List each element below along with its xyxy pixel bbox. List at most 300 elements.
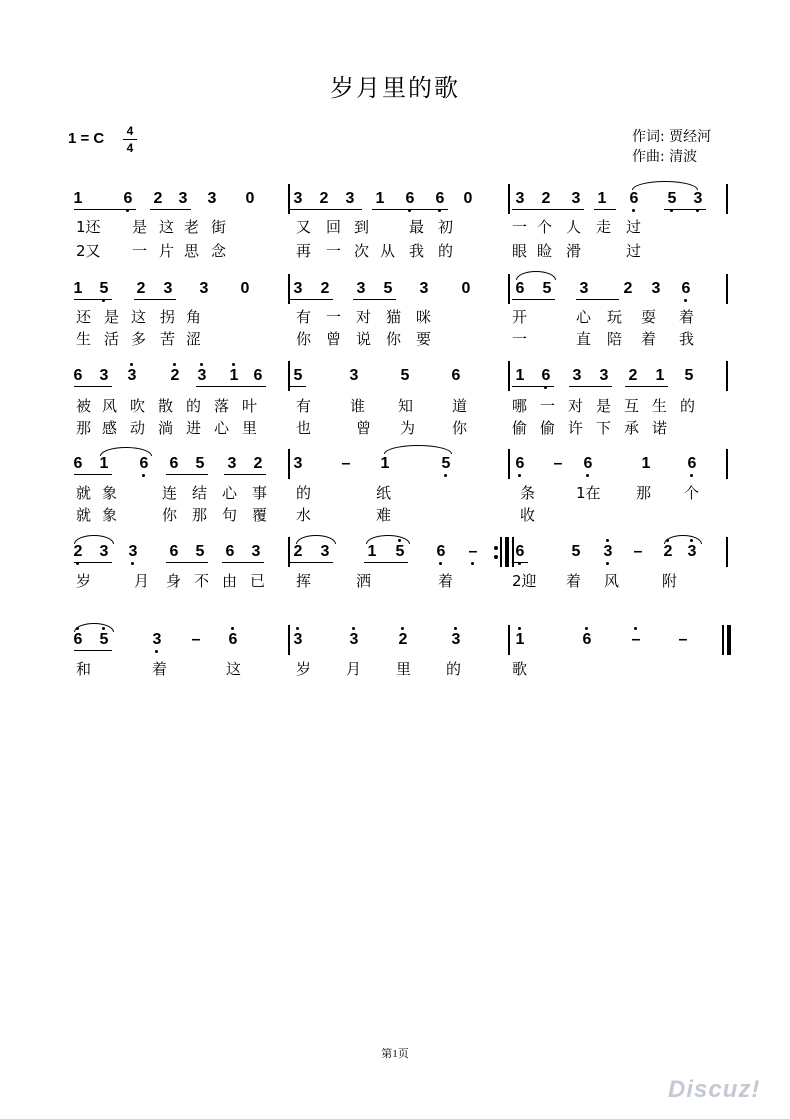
underline-beam xyxy=(290,299,333,300)
lyric-verse-2: 你 xyxy=(296,330,312,348)
slur xyxy=(516,271,556,280)
note: 1 xyxy=(226,367,242,385)
lyric-verse-2: 思 xyxy=(184,242,200,260)
lyric-verse-1: 结 xyxy=(192,484,208,502)
lyric-verse-1: 1在 xyxy=(576,484,601,502)
slur xyxy=(74,535,114,544)
underline-beam xyxy=(576,299,619,300)
note: 5 xyxy=(195,543,205,560)
lyric-verse-1: 已 xyxy=(250,572,266,590)
lyric-verse-1: 被 xyxy=(76,397,92,415)
lyric-verse-1: 着 xyxy=(679,308,695,326)
lyric-verse-2: 许 xyxy=(568,419,584,437)
note: 5 xyxy=(684,367,694,384)
lyric-verse-1: 个 xyxy=(537,218,553,236)
note: 6 xyxy=(73,367,83,384)
barline xyxy=(508,274,510,304)
note: – xyxy=(678,631,688,648)
note: 6 xyxy=(433,543,449,561)
lyric-verse-2: 片 xyxy=(159,242,175,260)
note: 1 xyxy=(73,190,83,207)
underline-beam xyxy=(74,562,112,563)
underline-beam xyxy=(74,299,112,300)
lyric-verse-2: 为 xyxy=(400,419,416,437)
lyric-verse-1: 条 xyxy=(520,484,536,502)
lyric-verse-2: 要 xyxy=(416,330,432,348)
note: 3 xyxy=(320,543,330,560)
lyric-verse-1: 个 xyxy=(684,484,700,502)
underline-beam xyxy=(290,209,362,210)
note: 6 xyxy=(169,543,179,560)
note: 2 xyxy=(623,280,633,297)
lyric-verse-1: 就 xyxy=(76,484,92,502)
note: 3 xyxy=(99,367,109,384)
barline xyxy=(508,449,510,479)
underline-beam xyxy=(134,299,176,300)
lyric-verse-2: 的 xyxy=(438,242,454,260)
note: 6 xyxy=(169,455,179,472)
note: – xyxy=(465,543,481,561)
lyric-verse-1: 对 xyxy=(568,397,584,415)
note: 3 xyxy=(515,190,525,207)
slur xyxy=(366,535,410,544)
note: 5 xyxy=(542,280,552,297)
lyric-verse-2: 一 xyxy=(326,242,342,260)
underline-beam xyxy=(74,650,112,651)
note: 2 xyxy=(319,190,329,207)
underline-beam xyxy=(625,386,668,387)
note: 5 xyxy=(400,367,410,384)
slur xyxy=(664,535,702,544)
lyric-verse-1: 着 xyxy=(152,660,168,678)
lyric-verse-2: 承 xyxy=(624,419,640,437)
lyric-verse-1: 纸 xyxy=(376,484,392,502)
lyricist-credit: 作词: 贾经河 xyxy=(632,129,712,145)
lyric-verse-2: 我 xyxy=(409,242,425,260)
note: 3 xyxy=(579,280,589,297)
note: 6 xyxy=(626,190,642,208)
lyric-verse-1: 角 xyxy=(186,308,202,326)
lyric-verse-2: 过 xyxy=(626,242,642,260)
note: 1 xyxy=(515,367,525,384)
page-number: 第1页 xyxy=(381,1048,409,1060)
lyric-verse-2: 淌 xyxy=(158,419,174,437)
note: 5 xyxy=(96,631,112,649)
note: 2 xyxy=(153,190,163,207)
underline-beam xyxy=(512,386,554,387)
lyric-verse-1: 落 xyxy=(214,397,230,415)
note: 3 xyxy=(599,367,609,384)
lyric-verse-2: 覆 xyxy=(252,506,268,524)
lyric-verse-1: 着 xyxy=(566,572,582,590)
underline-beam xyxy=(224,474,266,475)
note: 3 xyxy=(571,190,581,207)
note: 1 xyxy=(99,455,109,472)
lyric-verse-2: 水 xyxy=(296,506,312,524)
lyric-verse-2: 我 xyxy=(679,330,695,348)
barline xyxy=(288,625,290,655)
note: 2 xyxy=(660,543,676,561)
lyric-verse-2: 2又 xyxy=(76,242,101,260)
lyric-verse-1: 的 xyxy=(680,397,696,415)
lyric-verse-1: 猫 xyxy=(386,308,402,326)
lyric-verse-1: 岁 xyxy=(296,660,312,678)
lyric-verse-1: 身 xyxy=(166,572,182,590)
lyric-verse-2: 说 xyxy=(356,330,372,348)
note: 2 xyxy=(541,190,551,207)
lyric-verse-1: 有 xyxy=(296,397,312,415)
song-title: 岁月里的歌 xyxy=(330,74,460,102)
lyric-verse-1: 开 xyxy=(512,308,528,326)
lyric-verse-1: 叶 xyxy=(242,397,258,415)
lyric-verse-1: 里 xyxy=(396,660,412,678)
note: 3 xyxy=(178,190,188,207)
lyric-verse-2: 感 xyxy=(102,419,118,437)
note: 0 xyxy=(461,280,471,297)
lyric-verse-2: 一 xyxy=(512,330,528,348)
lyric-verse-2: 象 xyxy=(102,506,118,524)
repeat-start-bar xyxy=(512,537,514,567)
lyric-verse-2: 眼 xyxy=(512,242,528,260)
note: 3 xyxy=(419,280,429,297)
lyric-verse-1: 附 xyxy=(662,572,678,590)
lyric-verse-2: 曾 xyxy=(356,419,372,437)
note: 3 xyxy=(448,631,464,649)
lyric-verse-1: 的 xyxy=(446,660,462,678)
note: 2 xyxy=(136,280,146,297)
note: 0 xyxy=(245,190,255,207)
lyric-verse-1: 是 xyxy=(596,397,612,415)
barline xyxy=(726,361,728,391)
lyric-verse-1: 有 xyxy=(296,308,312,326)
lyric-verse-2: 着 xyxy=(641,330,657,348)
lyric-verse-2: 次 xyxy=(354,242,370,260)
underline-beam xyxy=(226,386,266,387)
lyric-verse-1: 2迎 xyxy=(512,572,537,590)
underline-beam xyxy=(512,209,584,210)
slur xyxy=(100,447,152,456)
final-thick-bar xyxy=(727,625,731,655)
underline-beam xyxy=(512,562,528,563)
barline xyxy=(288,274,290,304)
lyric-verse-2: 就 xyxy=(76,506,92,524)
note: 1 xyxy=(367,543,377,560)
barline xyxy=(508,361,510,391)
note: – xyxy=(633,543,643,560)
key-signature: 1 = C xyxy=(68,130,105,147)
note: 0 xyxy=(463,190,473,207)
lyric-verse-1: 生 xyxy=(652,397,668,415)
lyric-verse-1: 最 xyxy=(409,218,425,236)
lyric-verse-2: 一 xyxy=(132,242,148,260)
note: – xyxy=(553,455,563,472)
lyric-verse-2: 你 xyxy=(162,506,178,524)
lyric-verse-1: 咪 xyxy=(416,308,432,326)
lyric-verse-1: 月 xyxy=(134,572,150,590)
note: 3 xyxy=(125,543,141,561)
underline-beam xyxy=(166,562,208,563)
lyric-verse-1: 道 xyxy=(452,397,468,415)
note: 6 xyxy=(684,455,700,473)
note: 3 xyxy=(690,190,706,208)
underline-beam xyxy=(290,562,333,563)
note: 1 xyxy=(73,280,83,297)
lyric-verse-2: 从 xyxy=(380,242,396,260)
lyric-verse-1: 街 xyxy=(211,218,227,236)
note: 6 xyxy=(225,543,235,560)
lyric-verse-2: 你 xyxy=(452,419,468,437)
lyric-verse-1: 事 xyxy=(252,484,268,502)
barline xyxy=(726,449,728,479)
note: 3 xyxy=(572,367,582,384)
underline-beam xyxy=(372,209,448,210)
lyric-verse-1: 这 xyxy=(131,308,147,326)
lyric-verse-1: 那 xyxy=(636,484,652,502)
lyric-verse-2: 涩 xyxy=(186,330,202,348)
note: 6 xyxy=(120,190,136,208)
note: – xyxy=(341,455,351,472)
note: 2 xyxy=(628,367,638,384)
note: 3 xyxy=(356,280,366,297)
note: 3 xyxy=(163,280,173,297)
note: 1 xyxy=(641,455,651,472)
lyric-verse-1: 回 xyxy=(326,218,342,236)
note: 6 xyxy=(136,455,152,473)
time-signature-bottom: 4 xyxy=(126,141,134,155)
barline xyxy=(288,184,290,214)
lyric-verse-1: 这 xyxy=(159,218,175,236)
lyric-verse-1: 的 xyxy=(186,397,202,415)
lyric-verse-2: 难 xyxy=(376,506,392,524)
lyric-verse-2: 念 xyxy=(211,242,227,260)
lyric-verse-1: 互 xyxy=(624,397,640,415)
underline-beam xyxy=(594,209,616,210)
note: 3 xyxy=(124,367,140,385)
note: 6 xyxy=(70,631,86,649)
lyric-verse-1: 初 xyxy=(438,218,454,236)
repeat-dot xyxy=(494,546,498,550)
slur xyxy=(74,623,114,632)
lyric-verse-1: 心 xyxy=(576,308,592,326)
lyric-verse-1: 走 xyxy=(596,218,612,236)
lyric-verse-2: 偷 xyxy=(540,419,556,437)
note: – xyxy=(628,631,644,649)
barline xyxy=(288,537,290,567)
lyric-verse-2: 睑 xyxy=(537,242,553,260)
lyric-verse-1: 风 xyxy=(604,572,620,590)
lyric-verse-2: 那 xyxy=(192,506,208,524)
lyric-verse-1: 是 xyxy=(132,218,148,236)
note: 3 xyxy=(207,190,217,207)
lyric-verse-2: 进 xyxy=(186,419,202,437)
note: 6 xyxy=(512,543,528,561)
lyric-verse-1: 谁 xyxy=(350,397,366,415)
note: 6 xyxy=(73,455,83,472)
lyric-verse-1: 老 xyxy=(184,218,200,236)
note: 3 xyxy=(293,455,303,472)
lyric-verse-2: 活 xyxy=(104,330,120,348)
barline xyxy=(508,625,510,655)
note: 3 xyxy=(293,280,303,297)
underline-beam xyxy=(74,386,112,387)
underline-beam xyxy=(364,562,408,563)
lyric-verse-2: 也 xyxy=(296,419,312,437)
note: 5 xyxy=(571,543,581,560)
note: 3 xyxy=(684,543,700,561)
lyric-verse-1: 连 xyxy=(162,484,178,502)
note: 1 xyxy=(597,190,607,207)
lyric-verse-2: 再 xyxy=(296,242,312,260)
note: 6 xyxy=(580,455,596,473)
lyric-verse-1: 到 xyxy=(354,218,370,236)
underline-beam xyxy=(74,209,136,210)
barline xyxy=(726,184,728,214)
lyric-verse-1: 耍 xyxy=(641,308,657,326)
lyric-verse-1: 拐 xyxy=(160,308,176,326)
lyric-verse-1: 是 xyxy=(104,308,120,326)
note: 0 xyxy=(240,280,250,297)
barline xyxy=(726,274,728,304)
composer-credit: 作曲: 清波 xyxy=(632,149,698,165)
lyric-verse-1: 象 xyxy=(102,484,118,502)
lyric-verse-2: 你 xyxy=(386,330,402,348)
lyric-verse-1: 哪 xyxy=(512,397,528,415)
underline-beam xyxy=(222,562,264,563)
barline xyxy=(288,361,290,391)
lyric-verse-1: 歌 xyxy=(512,660,528,678)
lyric-verse-2: 多 xyxy=(131,330,147,348)
note: 6 xyxy=(402,190,418,208)
lyric-verse-1: 风 xyxy=(102,397,118,415)
lyric-verse-1: 知 xyxy=(398,397,414,415)
lyric-verse-2: 偷 xyxy=(512,419,528,437)
note: 5 xyxy=(392,543,408,561)
note: 6 xyxy=(253,367,263,384)
repeat-end-thin-bar xyxy=(500,537,502,567)
note: 1 xyxy=(655,367,665,384)
note: 3 xyxy=(651,280,661,297)
note: 6 xyxy=(451,367,461,384)
lyric-verse-1: 这 xyxy=(226,660,242,678)
lyric-verse-1: 一 xyxy=(512,218,528,236)
lyric-verse-1: 一 xyxy=(326,308,342,326)
note: 3 xyxy=(227,455,237,472)
lyric-verse-1: 的 xyxy=(296,484,312,502)
lyric-verse-2: 直 xyxy=(576,330,592,348)
note: 5 xyxy=(195,455,205,472)
note: 6 xyxy=(579,631,595,649)
lyric-verse-2: 苦 xyxy=(160,330,176,348)
note: 3 xyxy=(293,190,303,207)
lyric-verse-1: 着 xyxy=(438,572,454,590)
lyric-verse-1: 由 xyxy=(222,572,238,590)
lyric-verse-1: 过 xyxy=(626,218,642,236)
lyric-verse-2: 动 xyxy=(130,419,146,437)
underline-beam xyxy=(74,474,112,475)
note: – xyxy=(191,631,201,648)
slur xyxy=(296,535,336,544)
underline-beam xyxy=(664,209,706,210)
note: 3 xyxy=(349,367,359,384)
lyric-verse-2: 心 xyxy=(214,419,230,437)
lyric-verse-2: 滑 xyxy=(566,242,582,260)
note: 2 xyxy=(395,631,411,649)
note: 6 xyxy=(515,280,525,297)
lyric-verse-2: 陪 xyxy=(607,330,623,348)
note: 2 xyxy=(253,455,263,472)
note: 2 xyxy=(167,367,183,385)
underline-beam xyxy=(290,386,306,387)
note: 3 xyxy=(345,190,355,207)
slur xyxy=(632,181,698,190)
note: 5 xyxy=(383,280,393,297)
note: 3 xyxy=(194,367,210,385)
note: 3 xyxy=(99,543,109,560)
note: 3 xyxy=(251,543,261,560)
lyric-verse-1: 人 xyxy=(566,218,582,236)
lyric-verse-1: 不 xyxy=(194,572,210,590)
note: 6 xyxy=(225,631,241,649)
note: 5 xyxy=(438,455,454,473)
note: 1 xyxy=(380,455,390,472)
lyric-verse-1: 散 xyxy=(158,397,174,415)
slur xyxy=(384,445,452,454)
lyric-verse-2: 生 xyxy=(76,330,92,348)
underline-beam xyxy=(166,474,208,475)
note: 3 xyxy=(290,631,306,649)
time-signature xyxy=(123,124,137,155)
underline-beam xyxy=(150,209,191,210)
note: 6 xyxy=(538,367,554,385)
note: 1 xyxy=(512,631,528,649)
lyric-verse-2: 里 xyxy=(242,419,258,437)
lyric-verse-2: 收 xyxy=(520,506,536,524)
underline-beam xyxy=(569,386,612,387)
barline xyxy=(726,537,728,567)
note: 3 xyxy=(346,631,362,649)
watermark: Discuz! xyxy=(668,1076,761,1103)
lyric-verse-2: 诺 xyxy=(652,419,668,437)
note: 5 xyxy=(293,367,303,384)
repeat-dot xyxy=(494,555,498,559)
note: 5 xyxy=(96,280,112,298)
lyric-verse-2: 下 xyxy=(596,419,612,437)
note: 3 xyxy=(600,543,616,561)
underline-beam xyxy=(353,299,396,300)
note: 6 xyxy=(678,280,694,298)
underline-beam xyxy=(512,299,555,300)
lyric-verse-1: 挥 xyxy=(296,572,312,590)
lyric-verse-1: 对 xyxy=(356,308,372,326)
lyric-verse-1: 1还 xyxy=(76,218,101,236)
note: 3 xyxy=(149,631,165,649)
final-thin-bar xyxy=(722,625,724,655)
note: 6 xyxy=(432,190,448,208)
lyric-verse-1: 心 xyxy=(222,484,238,502)
barline xyxy=(508,184,510,214)
lyric-verse-1: 还 xyxy=(76,308,92,326)
lyric-verse-2: 句 xyxy=(222,506,238,524)
barline xyxy=(288,449,290,479)
lyric-verse-1: 又 xyxy=(296,218,312,236)
lyric-verse-1: 月 xyxy=(346,660,362,678)
lyric-verse-2: 那 xyxy=(76,419,92,437)
note: 5 xyxy=(664,190,680,208)
lyric-verse-1: 一 xyxy=(540,397,556,415)
note: 6 xyxy=(512,455,528,473)
time-signature-top: 4 xyxy=(126,124,134,138)
lyric-verse-2: 曾 xyxy=(326,330,342,348)
